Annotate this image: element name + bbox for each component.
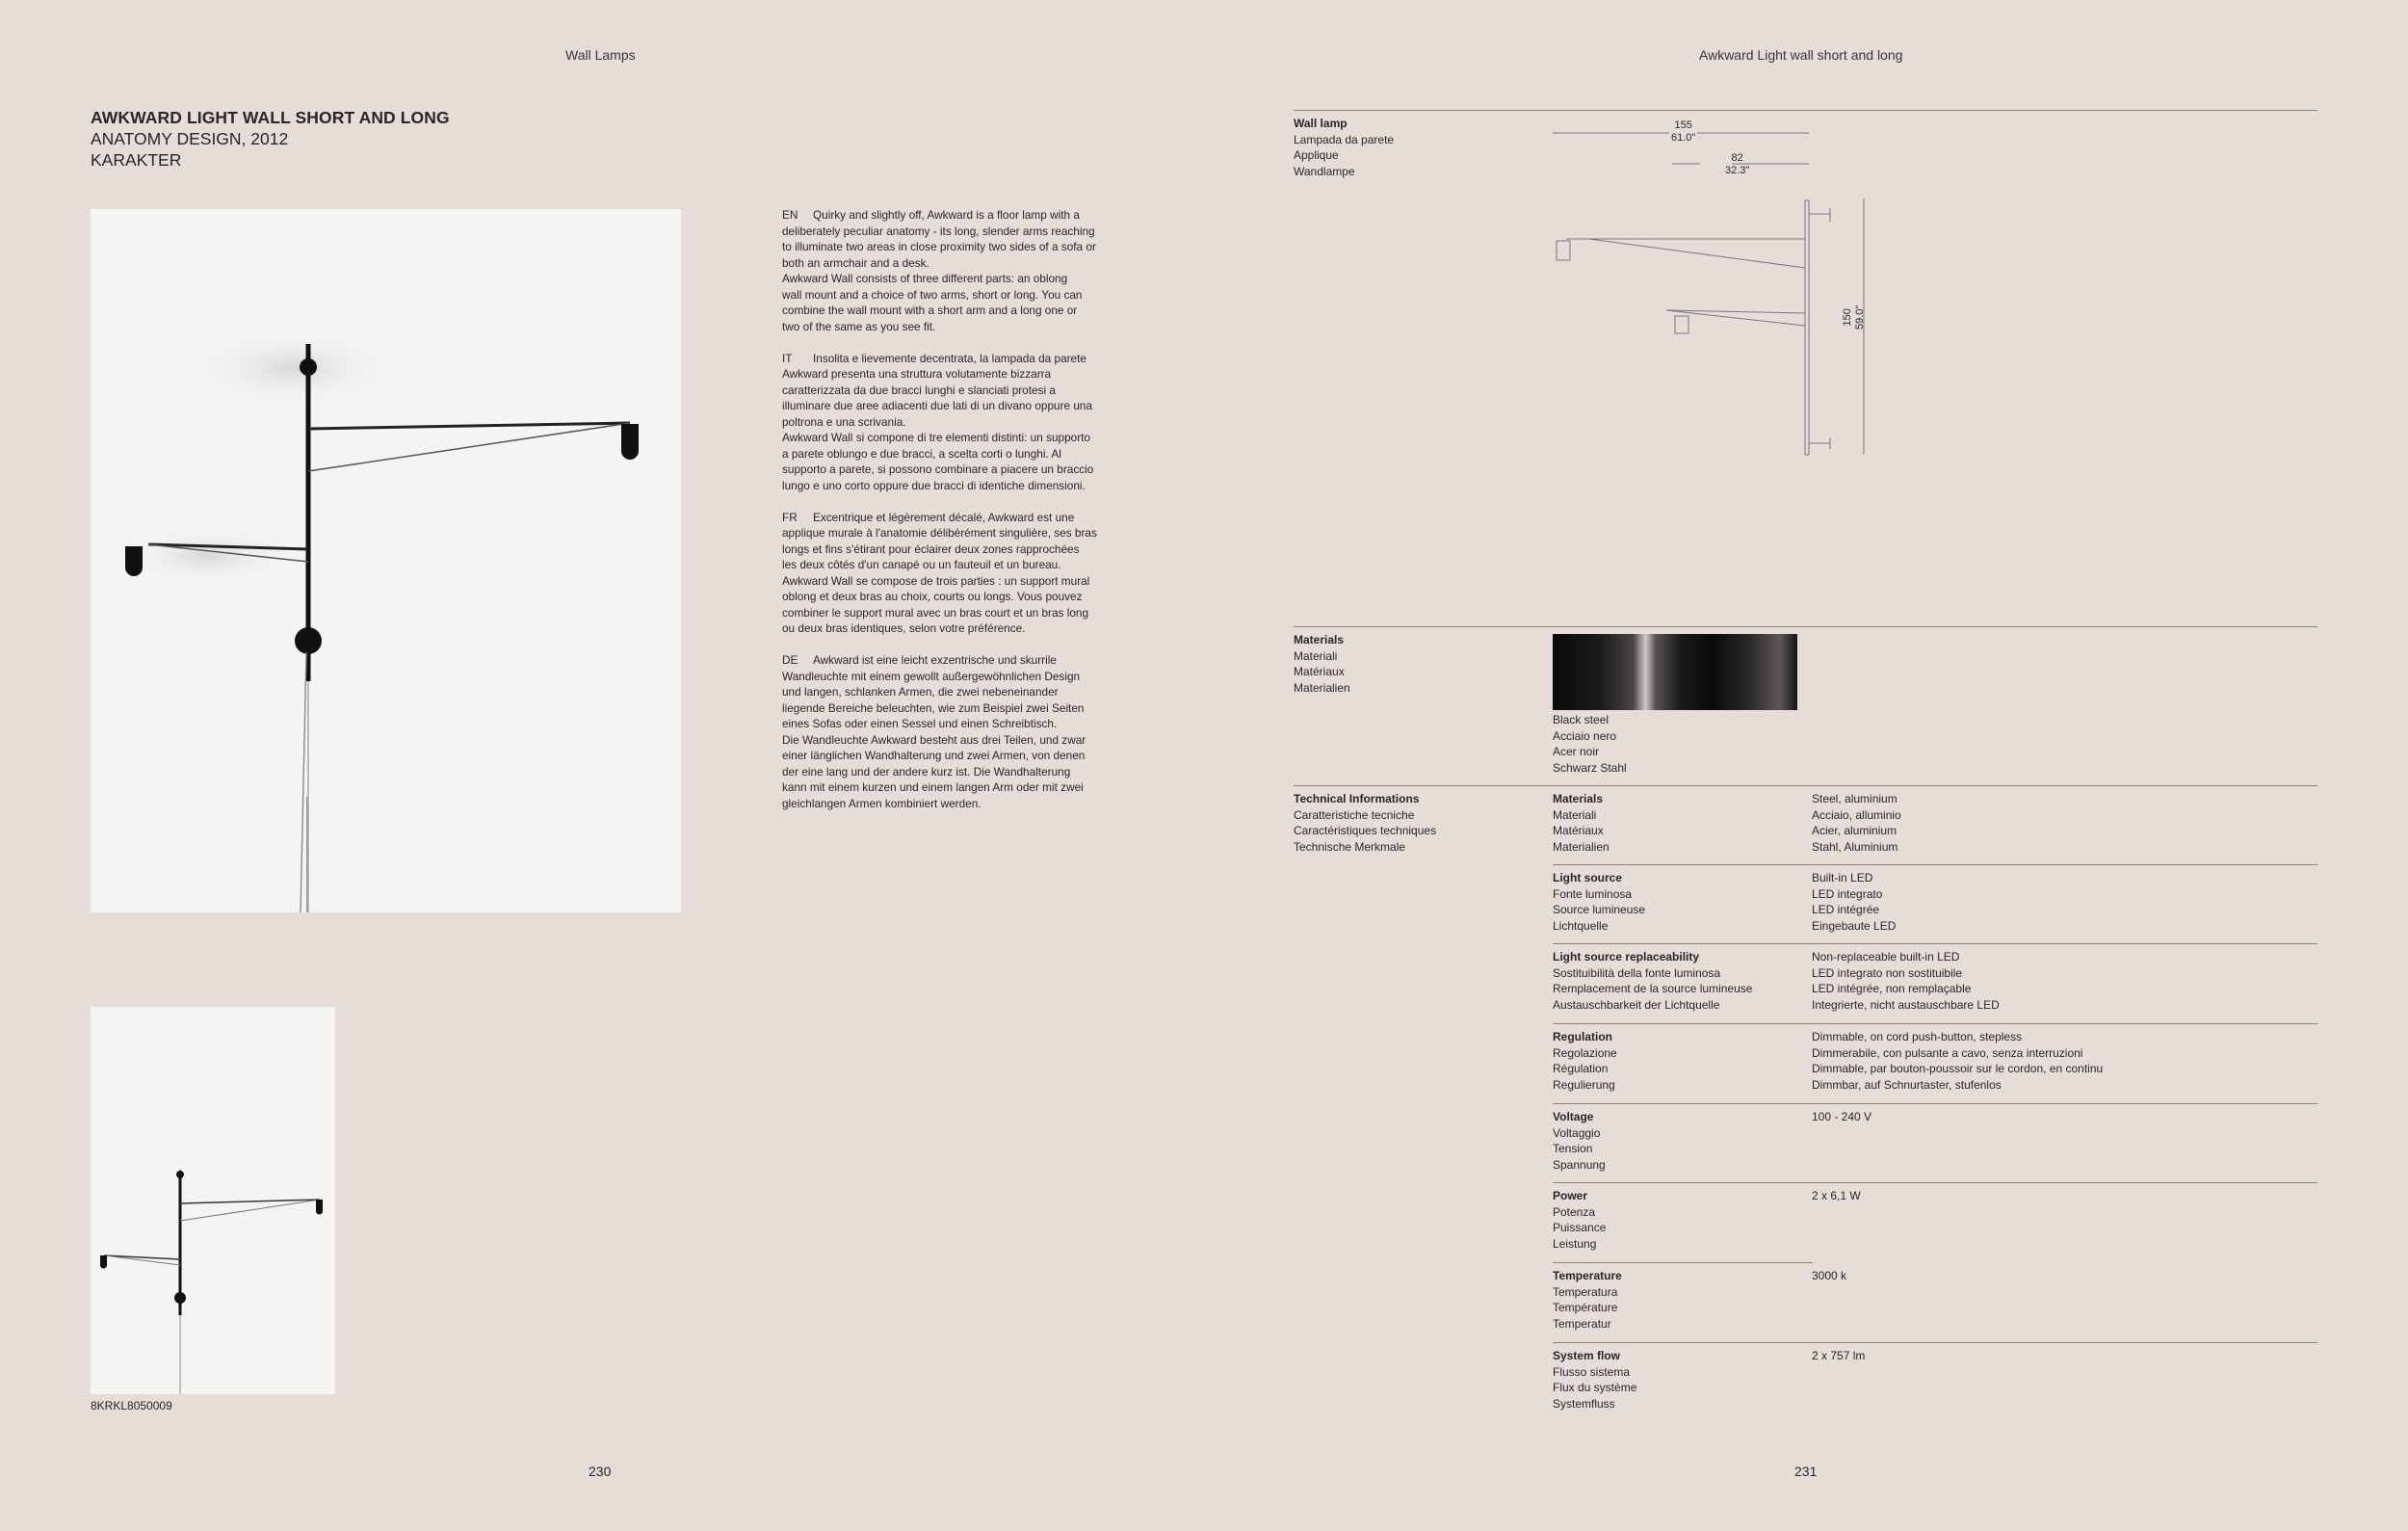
product-title: AWKWARD LIGHT WALL SHORT AND LONG bbox=[91, 108, 450, 127]
divider bbox=[1294, 785, 2317, 786]
spec-value-materials: Steel, aluminium Acciaio, alluminio Acier, aluminium Stahl, Aluminium bbox=[1812, 792, 1901, 854]
divider bbox=[1553, 943, 2317, 944]
divider bbox=[1553, 1182, 2317, 1183]
spec-label-voltage: Voltage Voltaggio Tension Spannung bbox=[1553, 1110, 1606, 1172]
lang-code: EN bbox=[782, 208, 798, 222]
spec-label-regulation: Regulation Regolazione Régulation Regulierung bbox=[1553, 1030, 1617, 1092]
spec-value-temperature: 3000 k bbox=[1812, 1269, 1847, 1282]
spec-value-replaceability: Non-replaceable built-in LED LED integrato non sostituibile LED intégrée, non remplaçable Integrierte, nicht austauschbare LED bbox=[1812, 950, 2000, 1012]
product-photo-large bbox=[91, 209, 681, 912]
wall-lamp-label: Wall lamp Lampada da parete Applique Wandlampe bbox=[1294, 117, 1395, 178]
product-photo-small bbox=[91, 1007, 335, 1394]
spec-value-light-source: Built-in LED LED integrato LED intégrée Eingebaute LED bbox=[1812, 871, 1897, 933]
divider bbox=[1553, 864, 2317, 865]
lamp-illustration-large bbox=[91, 209, 681, 912]
page-header-left: Wall Lamps bbox=[565, 47, 636, 63]
lang-code: DE bbox=[782, 653, 798, 667]
brand-line: KARAKTER bbox=[91, 150, 182, 170]
desc-paragraph-en: EN Quirky and slightly off, Awkward is a floor lamp with a deliberately peculiar anatomy - its long, slender arms reaching to illuminate two areas in close proximity two sides of a sofa or both an armchair and a desk. Awkward Wall consists of three different parts: an oblong wall mount and a choice of two arms, short or long. You can combine the wall mount with a short arm and a long one or two of the same as you see fit. bbox=[782, 208, 1096, 333]
designer-line: ANATOMY DESIGN, 2012 bbox=[91, 129, 289, 148]
dim-short: 82 32.3" bbox=[1725, 152, 1750, 176]
dimension-drawing bbox=[1541, 116, 1888, 462]
divider bbox=[1553, 1262, 1813, 1263]
divider bbox=[1553, 1103, 2317, 1104]
spec-value-regulation: Dimmable, on cord push-button, stepless Dimmerabile, con pulsante a cavo, senza interruzioni Dimmable, par bouton-poussoir sur le cordon, en continu Dimmbar, auf Schnurtaster, stufenlos bbox=[1812, 1030, 2104, 1092]
tech-info-label: Technical Informations Caratteristiche tecniche Caractéristiques techniques Technische Merkmale bbox=[1294, 792, 1437, 854]
product-code: 8KRKL8050009 bbox=[91, 1399, 172, 1412]
spec-value-system-flow: 2 x 757 lm bbox=[1812, 1349, 1866, 1362]
desc-paragraph-de: DE Awkward ist eine leicht exzentrische und skurrile Wandleuchte mit einem gewollt außergewöhnlichen Design und langen, schlanken Armen, die zwei nebeneinander liegende Bereiche beleuchten, wie zum Beispiel zwei Seiten eines Sofas oder einen Sessel und einen Schreibtisch. Die Wandleuchte Awkward besteht aus drei Teilen, und zwar einer länglichen Wandhalterung und zwei Armen, von denen der eine lang und der andere kurz ist. Die Wandhalterung kann mit einem kurzen und einem langen Arm oder mit zwei gleichlangen Armen kombiniert werden. bbox=[782, 653, 1086, 810]
spec-value-power: 2 x 6,1 W bbox=[1812, 1189, 1861, 1202]
spec-label-system-flow: System flow Flusso sistema Flux du système Systemfluss bbox=[1553, 1349, 1637, 1411]
desc-paragraph-fr: FR Excentrique et légèrement décalé, Awkward est une applique murale à l'anatomie délibérément singulière, ses bras longs et fins s'étirant pour éclairer deux zones rapprochées les deux côtés d'un canapé ou un fauteuil et un bureau. Awkward Wall se compose de trois parties : un support mural oblong et deux bras au choix, courts ou longs. Vous pouvez combiner le support mural avec un bras court et un bras long ou deux bras identiques, selon votre préférence. bbox=[782, 510, 1097, 635]
lang-code: IT bbox=[782, 351, 793, 365]
material-swatch bbox=[1553, 634, 1797, 710]
spec-label-temperature: Temperature Temperatura Température Temperatur bbox=[1553, 1269, 1622, 1331]
page-number-left: 230 bbox=[589, 1464, 612, 1479]
page-header-right: Awkward Light wall short and long bbox=[1699, 47, 1903, 63]
lamp-illustration-small bbox=[91, 1007, 335, 1394]
dim-long: 155 61.0" bbox=[1671, 119, 1696, 144]
divider bbox=[1553, 1023, 2317, 1024]
description bbox=[782, 207, 1129, 811]
materials-label: Materials Materiali Matériaux Materialien bbox=[1294, 633, 1350, 695]
spec-label-power: Power Potenza Puissance Leistung bbox=[1553, 1189, 1607, 1251]
desc-paragraph-it: IT Insolita e lievemente decentrata, la lampada da parete Awkward presenta una struttura volutamente bizzarra caratterizzata da due bracci lunghi e slanciati protesi a illuminare due aree adiacenti due lati di un divano oppure una poltrona e una scrivania. Awkward Wall si compone di tre elementi distinti: un supporto a parete oblungo e due bracci, a scelta corti o lunghi. Al supporto a parete, si possono combinare a piacere un braccio lungo e uno corto oppure due bracci di identiche dimensioni. bbox=[782, 351, 1094, 492]
lang-code: FR bbox=[782, 510, 798, 524]
spec-label-materials: Materials Materiali Matériaux Materialien bbox=[1553, 792, 1610, 854]
divider bbox=[1294, 110, 2317, 111]
divider bbox=[1553, 1342, 2317, 1343]
finish-name: Black steel Acciaio nero Acer noir Schwarz Stahl bbox=[1553, 713, 1627, 775]
divider bbox=[1294, 626, 2317, 627]
spec-value-voltage: 100 - 240 V bbox=[1812, 1110, 1872, 1123]
spec-label-replaceability: Light source replaceability Sostituibilità della fonte luminosa Remplacement de la source lumineuse Austauschbarkeit der Lichtquelle bbox=[1553, 950, 1753, 1012]
spec-label-light-source: Light source Fonte luminosa Source lumineuse Lichtquelle bbox=[1553, 871, 1646, 933]
page-number-right: 231 bbox=[1794, 1464, 1818, 1479]
technical-drawing bbox=[1541, 116, 1888, 462]
dim-height: 150 59.0" bbox=[1842, 304, 1866, 330]
